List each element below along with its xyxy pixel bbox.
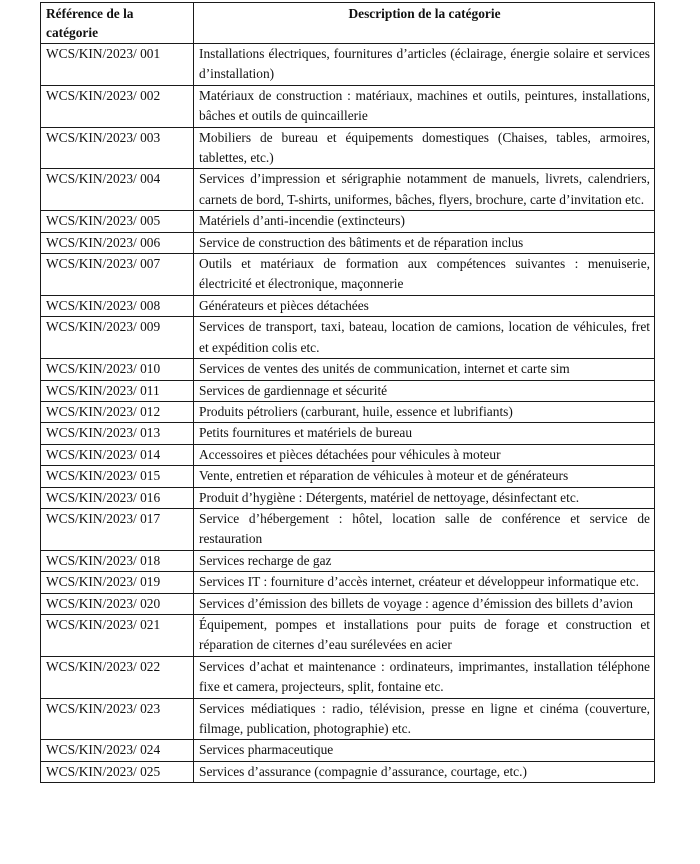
category-reference: WCS/KIN/2023/ 017 xyxy=(41,508,194,550)
category-reference: WCS/KIN/2023/ 008 xyxy=(41,295,194,316)
category-description: Services médiatiques : radio, télévision, presse en ligne et cinéma (couverture, filmage, publication, photographie) etc. xyxy=(194,698,655,740)
category-description: Générateurs et pièces détachées xyxy=(194,295,655,316)
category-reference: WCS/KIN/2023/ 024 xyxy=(41,740,194,761)
category-reference: WCS/KIN/2023/ 001 xyxy=(41,44,194,86)
table-row xyxy=(41,380,655,401)
category-reference: WCS/KIN/2023/ 011 xyxy=(41,380,194,401)
table-row xyxy=(41,698,655,740)
header-reference-line1: Référence de la xyxy=(46,6,134,21)
category-table xyxy=(40,2,655,783)
category-description: Services de transport, taxi, bateau, location de camions, location de véhicules, fret et expédition colis etc. xyxy=(194,317,655,359)
category-reference: WCS/KIN/2023/ 002 xyxy=(41,85,194,127)
category-description: Services IT : fourniture d’accès internet, créateur et développeur informatique etc. xyxy=(194,572,655,593)
table-row xyxy=(41,614,655,656)
category-reference: WCS/KIN/2023/ 015 xyxy=(41,466,194,487)
table-row xyxy=(41,550,655,571)
table-row xyxy=(41,211,655,232)
category-description: Produits pétroliers (carburant, huile, essence et lubrifiants) xyxy=(194,401,655,422)
table-row xyxy=(41,487,655,508)
table-row xyxy=(41,401,655,422)
category-reference: WCS/KIN/2023/ 010 xyxy=(41,359,194,380)
category-reference: WCS/KIN/2023/ 005 xyxy=(41,211,194,232)
category-reference: WCS/KIN/2023/ 014 xyxy=(41,444,194,465)
header-reference xyxy=(41,3,194,44)
category-reference: WCS/KIN/2023/ 025 xyxy=(41,761,194,782)
category-description: Mobiliers de bureau et équipements domestiques (Chaises, tables, armoires, tablettes, etc.) xyxy=(194,127,655,169)
table-row xyxy=(41,169,655,211)
table-row xyxy=(41,423,655,444)
category-description: Service de construction des bâtiments et de réparation inclus xyxy=(194,232,655,253)
category-description: Installations électriques, fournitures d’articles (éclairage, énergie solaire et services d’installation) xyxy=(194,44,655,86)
category-reference: WCS/KIN/2023/ 006 xyxy=(41,232,194,253)
header-description: Description de la catégorie xyxy=(194,3,655,44)
table-row xyxy=(41,444,655,465)
table-row xyxy=(41,466,655,487)
category-description: Matériels d’anti-incendie (extincteurs) xyxy=(194,211,655,232)
category-description: Services d’impression et sérigraphie notamment de manuels, livrets, calendriers, carnets de bord, T-shirts, uniformes, bâches, flyers, brochure, carte d’invitation etc. xyxy=(194,169,655,211)
category-reference: WCS/KIN/2023/ 020 xyxy=(41,593,194,614)
category-description: Services d’achat et maintenance : ordinateurs, imprimantes, installation téléphone fixe et camera, projecteurs, split, fontaine etc. xyxy=(194,656,655,698)
category-reference: WCS/KIN/2023/ 016 xyxy=(41,487,194,508)
category-description: Services de ventes des unités de communication, internet et carte sim xyxy=(194,359,655,380)
category-reference: WCS/KIN/2023/ 018 xyxy=(41,550,194,571)
category-reference: WCS/KIN/2023/ 004 xyxy=(41,169,194,211)
category-reference: WCS/KIN/2023/ 009 xyxy=(41,317,194,359)
category-reference: WCS/KIN/2023/ 013 xyxy=(41,423,194,444)
category-description: Services de gardiennage et sécurité xyxy=(194,380,655,401)
category-description: Petits fournitures et matériels de bureau xyxy=(194,423,655,444)
table-row xyxy=(41,508,655,550)
category-description: Services d’émission des billets de voyage : agence d’émission des billets d’avion xyxy=(194,593,655,614)
table-row xyxy=(41,740,655,761)
category-reference: WCS/KIN/2023/ 021 xyxy=(41,614,194,656)
category-description: Produit d’hygiène : Détergents, matériel de nettoyage, désinfectant etc. xyxy=(194,487,655,508)
category-description: Vente, entretien et réparation de véhicules à moteur et de générateurs xyxy=(194,466,655,487)
category-description: Services recharge de gaz xyxy=(194,550,655,571)
category-reference: WCS/KIN/2023/ 012 xyxy=(41,401,194,422)
table-row xyxy=(41,761,655,782)
header-reference-line2: catégorie xyxy=(46,25,99,40)
table-row xyxy=(41,254,655,296)
category-reference: WCS/KIN/2023/ 023 xyxy=(41,698,194,740)
table-row xyxy=(41,44,655,86)
table-header-row xyxy=(41,3,655,44)
category-description: Matériaux de construction : matériaux, machines et outils, peintures, installations, bâches et outils de quincaillerie xyxy=(194,85,655,127)
category-description: Équipement, pompes et installations pour puits de forage et construction et réparation de citernes d’eau surélevées en acier xyxy=(194,614,655,656)
category-description: Services pharmaceutique xyxy=(194,740,655,761)
category-description: Service d’hébergement : hôtel, location salle de conférence et service de restauration xyxy=(194,508,655,550)
table-row xyxy=(41,295,655,316)
category-reference: WCS/KIN/2023/ 003 xyxy=(41,127,194,169)
table-row xyxy=(41,656,655,698)
table-row xyxy=(41,232,655,253)
table-row xyxy=(41,593,655,614)
category-description: Services d’assurance (compagnie d’assurance, courtage, etc.) xyxy=(194,761,655,782)
table-row xyxy=(41,85,655,127)
table-row xyxy=(41,317,655,359)
category-description: Accessoires et pièces détachées pour véhicules à moteur xyxy=(194,444,655,465)
category-description: Outils et matériaux de formation aux compétences suivantes : menuiserie, électricité et électronique, maçonnerie xyxy=(194,254,655,296)
table-row xyxy=(41,572,655,593)
table-body xyxy=(41,44,655,783)
table-row xyxy=(41,127,655,169)
table-row xyxy=(41,359,655,380)
category-reference: WCS/KIN/2023/ 022 xyxy=(41,656,194,698)
category-reference: WCS/KIN/2023/ 007 xyxy=(41,254,194,296)
category-reference: WCS/KIN/2023/ 019 xyxy=(41,572,194,593)
